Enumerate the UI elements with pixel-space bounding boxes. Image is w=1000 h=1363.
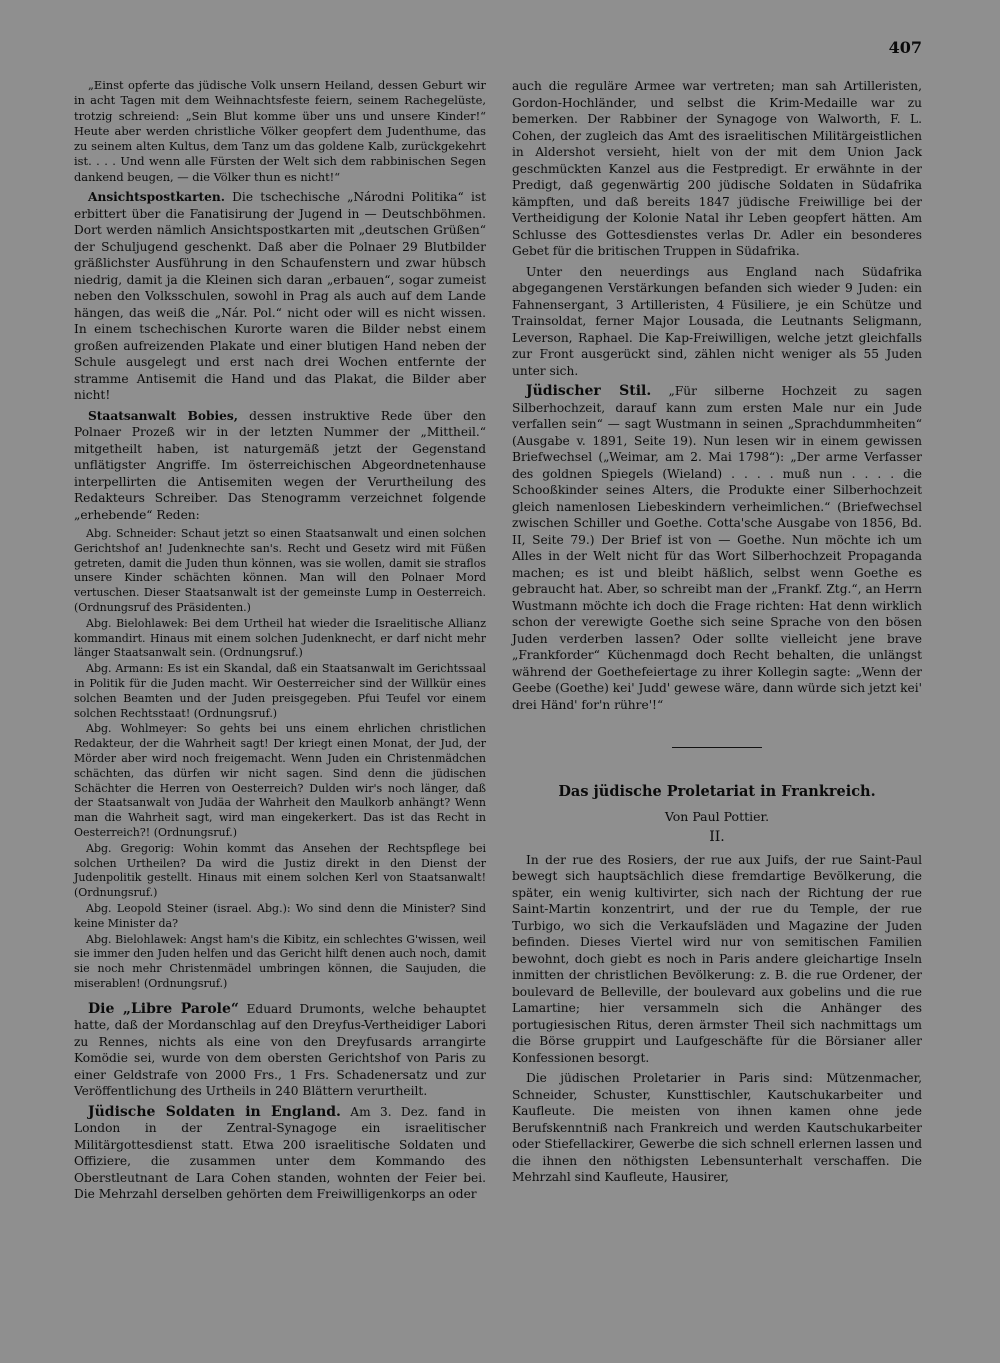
libre-parole-text: Eduard Drumonts, welche behauptet hatte, daß der Mordanschlag auf den Dreyfus-Vertheidiger Labori zu Rennes, nichts als eine von den Dreyfusards arrangirte Komödie sei, wurde von dem obersten Gerichtshof von Paris zu einer Geldstrafe von 2000 Frs., 1 Frs. Schadenersatz und zur Veröffentlichung des Urtheils in 240 Blättern verurtheilt. <box>74 1001 486 1099</box>
bobies-text: dessen instruktive Rede über den Polnaer Prozeß wir in der letzten Nummer der „Mittheil.“ mitgetheilt haben, ist naturgemäß jetzt der Gegenstand unflätigster Angriffe. Im österreichischen Abgeordnetenhause interpellirten die Antisemiten wegen der Verurtheilung des Redakteurs Schreiber. Das Stenogramm verzeichnet folgende „erhebende“ Reden: <box>74 408 486 522</box>
soldaten-paragraph <box>74 1104 486 1203</box>
ansichtspostkarten-text: Die tschechische „Národni Politika“ ist erbittert über die Fanatisirung der Jugend in — Deutschböhmen. Dort werden nämlich Ansichtspostkarten mit „deutschen Grüßen“ der Schuljugend geschenkt. Daß aber die Polnaer 29 Blutbilder gräßlichster Ausführung in den Schaufenstern und zwar hübsch niedrig, damit ja die Kleinen sich daran „erbauen“, sogar zumeist neben den Volksschulen, sowohl in Prag als auch auf dem Lande hängen, das weiß die „Nár. Pol.“ nicht oder will es nicht wissen. In einem tschechischen Kurorte waren die Bilder nebst einem großen aufreizenden Plakate und einer blutigen Hand neben der Schule ausgelegt und erst nach drei Wochen entfernte der stramme Antisemit die Hand und das Plakat, die Bilder aber nicht! <box>74 190 486 403</box>
verstaerkungen-paragraph: Unter den neuerdings aus England nach Südafrika abgegangenen Verstärkungen befanden sich wieder 9 Juden: ein Fahnensergant, 3 Artilleristen, 4 Füsiliere, je ein Schütze und Trainsoldat, ferner Major Lousada, die Leutnants Seligmann, Leverson, Raphael. Die Kap-Freiwilligen, welche jetzt gleichfalls zur Front ausgerückt sind, zählen nicht weniger als 55 Juden unter sich. <box>512 264 922 378</box>
speech-gregorig: Abg. Gregorig: Wohin kommt das Ansehen der Rechtspflege bei solchen Urtheilen? Da wird die Justiz direkt in den Dienst der Judenpolitik gestellt. Hinaus mit einem solchen Kerl von Staatsanwalt! (Ordnungsruf.) <box>74 841 486 900</box>
speech-schneider: Abg. Schneider: Schaut jetzt so einen Staatsanwalt und einen solchen Gerichtshof an! Judenknechte san's. Recht und Gesetz wird mit Füßen getreten, damit die Juden thun können, was sie wollen, damit sie straflos unsere Kinder schächten können. Man will den Polnaer Mord vertuschen. Dieser Staatsanwalt ist der gemeinste Lump in Oesterreich. (Ordnungsruf des Präsidenten.) <box>74 527 486 615</box>
article-byline: Von Paul Pottier. <box>664 808 770 824</box>
speech-bielohlawek-1: Abg. Bielohlawek: Bei dem Urtheil hat wieder die Israelitische Allianz kommandirt. Hinaus mit einem solchen Judenknecht, er darf nicht mehr länger Staatsanwalt sein. (Ordnungsruf.) <box>74 616 486 660</box>
speech-armann: Abg. Armann: Es ist ein Skandal, daß ein Staatsanwalt im Gerichtssaal in Politik für die Juden macht. Wir Oesterreicher sind der Willkür eines solchen Beamten und der Juden preisgegeben. Pfui Teufel vor einem solchen Rechtsstaat! (Ordnungsruf.) <box>74 662 486 720</box>
ansichtspostkarten-paragraph <box>74 189 486 404</box>
article-title: Das jüdische Proletariat in Frankreich. <box>558 783 876 800</box>
speech-wohlmeyer: Abg. Wohlmeyer: So gehts bei uns einem ehrlichen christlichen Redakteur, der die Wahrheit sagt! Der kriegt einen Monat, der Jud, der Mörder aber wird noch freigemacht. Wenn Juden ein Christenmädchen schächten, das dürfen wir nicht sagen. Sind denn die jüdischen Schächter die Herren von Oesterreich? Dulden wir's noch länger, daß der Staatsanwalt von Judäa der Wahrheit den Maulkorb anhängt? Wenn man die Wahrheit sagt, wird man eingekerkert. Das ist das Recht in Oesterreich?! (Ordnungsruf.) <box>74 722 486 840</box>
libre-parole-paragraph <box>74 1001 486 1100</box>
bobies-paragraph <box>74 408 486 524</box>
soldaten-heading: Jüdische Soldaten in England. <box>88 1103 341 1120</box>
article-paragraph-1: In der rue des Rosiers, der rue aux Juifs, der rue Saint-Paul bewegt sich hauptsächlich diese fremdartige Bevölkerung, die später, ein wenig kultivirter, sich nach der Richtung der rue Saint-Martin konzentrirt, und der rue du Temple, der rue Turbigo, wo sich die Verkaufsläden und Magazine der Juden befinden. Dieses Viertel wird nur von semitischen Familien bewohnt, doch giebt es noch in Paris andere gleichartige Inseln inmitten der christlichen Bevölkerung: z. B. die rue Ordener, der boulevard de Belleville, der boulevard aux gobelins und die rue Lamartine; hier versammeln sich die Anhänger des portugiesischen Ritus, deren ärmster Theil sich nachmittags um die Börse gruppirt und Laufgeschäfte für die Börsianer aller Konfessionen besorgt. <box>512 852 922 1065</box>
libre-parole-heading: Die „Libre Parole“ <box>88 1000 239 1017</box>
article-paragraph-2: Die jüdischen Proletarier in Paris sind: Mützenmacher, Schneider, Schuster, Kunsttischler, Kautschukarbeiter und Kaufleute. Die meisten von ihnen kamen ohne jede Berufskenntniß nach Frankreich und werden Kautschukarbeiter oder Stiefellackirer, Gewerbe die sich schnell erlernen lassen und die ihnen den nöthigsten Lebensunterhalt verschaffen. Die Mehrzahl sind Kaufleute, Hausirer, <box>512 1071 922 1184</box>
soldaten-continuation: auch die reguläre Armee war vertreten; man sah Artilleristen, Gordon-Hochländer, und selbst die Krim-Medaille war zu bemerken. Der Rabbiner der Synagoge von Walworth, F. L. Cohen, der zugleich das Amt des israelitischen Militärgeistlichen in Aldershot versieht, hielt von der mit dem Union Jack geschmückten Kanzel aus die Festpredigt. Er erwähnte in der Predigt, daß gegenwärtig 200 jüdische Soldaten in Südafrika kämpften, und daß bereits 1847 jüdische Freiwillige bei der Vertheidigung der Kolonie Natal ihr Leben geopfert hätten. Am Schlusse des Gottesdienstes verlas Dr. Adler ein besonderes Gebet für die britischen Truppen in Südafrika. <box>512 79 922 258</box>
speech-steiner: Abg. Leopold Steiner (israel. Abg.): Wo sind denn die Minister? Sind keine Minister da? <box>74 902 486 930</box>
stil-heading: Jüdischer Stil. <box>526 383 652 399</box>
article-part-numeral: II. <box>709 829 725 845</box>
bobies-heading: Staatsanwalt Bobies, <box>88 408 239 423</box>
section-divider <box>672 747 762 748</box>
soldaten-text: Am 3. Dez. fand in London in der Zentral-Synagoge ein israelitischer Militärgottesdienst statt. Etwa 200 israelitische Soldaten und Offiziere, die zusammen unter dem Kommando des Oberstleutnant de Lara Cohen standen, wohnten der Feier bei. Die Mehrzahl derselben gehörten dem Freiwilligenkorps an oder <box>74 1104 487 1202</box>
stil-text: „Für silberne Hochzeit zu sagen Silberhochzeit, darauf kann zum ersten Male nur ein Jude verfallen sein“ — sagt Wustmann in seinen „Sprachdummheiten“ (Ausgabe v. 1891, Seite 19). Nun lesen wir in einem gewissen Briefwechsel („Weimar, am 2. Mai 1798“): „Der arme Verfasser des goldnen Spiegels (Wieland) . . . . muß nun . . . . die Schooßkinder seines Alters, die Produkte einer Silberhochzeit gleich namenlosen Liebeskindern verheimlichen.“ (Briefwechsel zwischen Schiller und Goethe. Cotta'sche Ausgabe von 1856, Bd. II, Seite 79.) Der Brief ist von — Goethe. Nun möchte ich um Alles in der Welt nicht für das Wort Silberhochzeit Propaganda machen; es ist und bleibt häßlich, selbst wenn Goethe es gebraucht hat. Aber, so schreibt man der „Frankf. Ztg.“, an Herrn Wustmann möchte ich doch die Frage richten: Hat denn wirklich schon der verewigte Goethe sich seine Sprache von den bösen Juden verderben lassen? Oder sollte vielleicht jene brave „Frankforder“ Küchenmagd doch Recht behalten, die unlängst während der Goethefeiertage zu ihrer Kollegin sagte: „Wenn der Geebe (Goethe) kei' Judd' gewese wäre, dann würde sich jetzt kei' drei Händ' for'n rühre'!“ <box>512 384 922 712</box>
left-column <box>74 78 486 1207</box>
ansichtspostkarten-heading: Ansichtspostkarten. <box>88 190 225 205</box>
stil-paragraph <box>512 383 922 713</box>
opening-quote: „Einst opferte das jüdische Volk unsern Heiland, dessen Geburt wir in acht Tagen mit dem Weihnachtsfeste feiern, seinem Rachegelüste, trotzig schreiend: „Sein Blut komme über uns und unsere Kinder!“ Heute aber werden christliche Völker geopfert dem Judenthume, das zu seinem alten Kultus, dem Tanz um das goldene Kalb, zurückgekehrt ist. . . . Und wenn alle Fürsten der Welt sich dem rabbinischen Segen dankend beugen, — die Völker thun es nicht!“ <box>74 78 486 184</box>
right-column <box>512 78 922 1190</box>
page-number: 407 <box>888 38 922 57</box>
speech-bielohlawek-2: Abg. Bielohlawek: Angst ham's die Kibitz, ein schlechtes G'wissen, weil sie immer den Juden helfen und das Gericht hilft denen auch noch, damit sie noch mehr Christenmädel umbringen können, die Saujuden, die miserablen! (Ordnungsruf.) <box>74 932 486 990</box>
